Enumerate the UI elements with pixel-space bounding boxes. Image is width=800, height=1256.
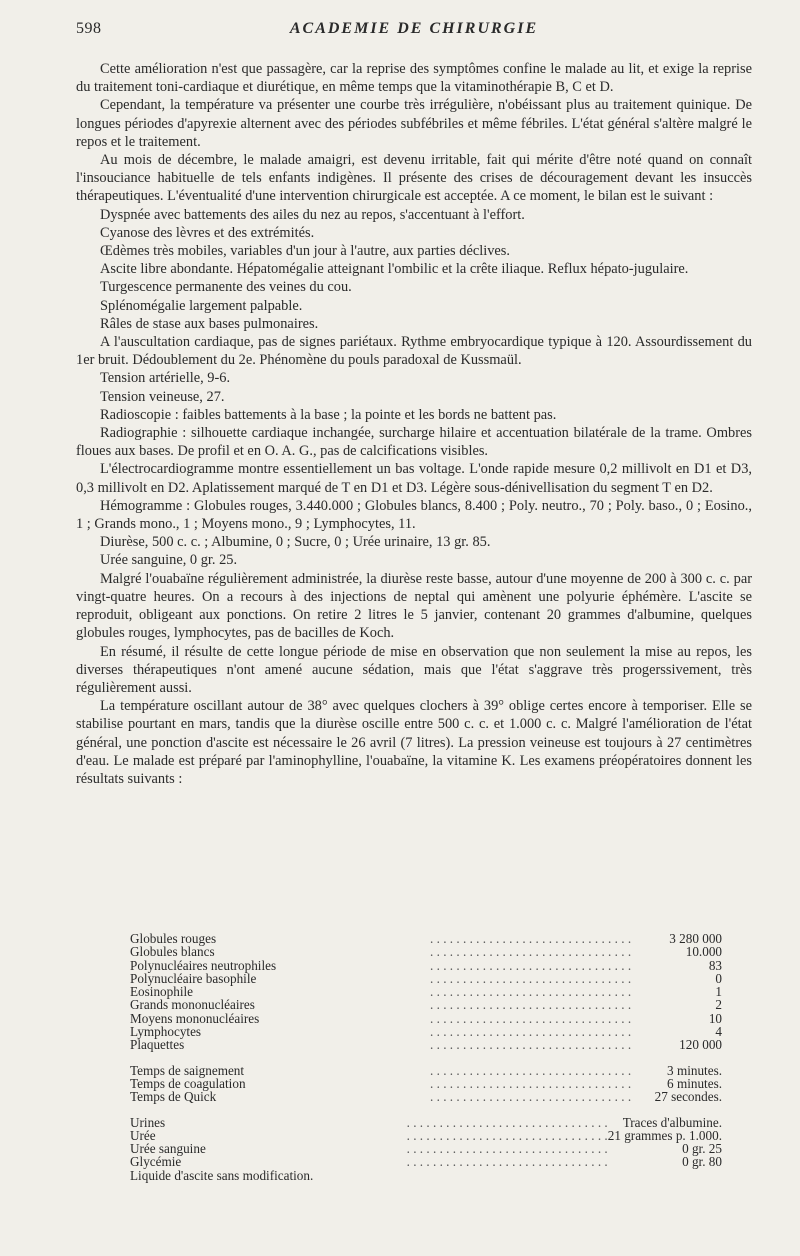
row-value: 6 minutes.	[667, 1075, 722, 1091]
table-row	[130, 1077, 722, 1090]
row-value: 83	[708, 957, 722, 973]
row-value: 0 gr. 25	[682, 1141, 722, 1157]
row-label: Urée	[130, 1127, 156, 1143]
paragraph: L'électrocardiogramme montre essentiellement un bas voltage. L'onde rapide mesure 0,2 millivolt en D1 et D3, 0,3 millivolt en D2. Aplatissement marqué de T en D1 et D3. Légère sous-dénivellisation du segment T en D2.	[76, 461, 752, 496]
paragraph: Au mois de décembre, le malade amaigri, est devenu irritable, fait qui mérite d'être noté quand on connaît l'insouciance habituelle de tels enfants indigènes. Il présente des crises de découragement devant les insuccès thérapeutiques. L'éventualité d'une intervention chirurgicale est acceptée. A ce moment, le bilan est le suivant :	[76, 152, 752, 205]
table-row	[130, 1012, 722, 1025]
dot-leader: . . . . . . . . . . . . . . . . . . . . . . . . . . . . . . .	[430, 998, 632, 1012]
dot-leader: . . . . . . . . . . . . . . . . . . . . . . . . . . . . . . .	[430, 1038, 632, 1052]
row-value: 0 gr. 80	[682, 1154, 722, 1170]
paragraph: Râles de stase aux bases pulmonaires.	[100, 315, 319, 332]
row-value: 120 000	[679, 1037, 722, 1053]
blood-count-table	[130, 932, 722, 1052]
dot-leader: . . . . . . . . . . . . . . . . . . . . . . . . . . . . . . .	[430, 958, 632, 972]
row-label: Glycémie	[130, 1154, 182, 1170]
paragraph: Cette amélioration n'est que passagère, car la reprise des symptômes confine le malade au lit, et exige la reprise du traitement toni-cardiaque et diurétique, en même temps que la vitaminothérapie B, C et D.	[76, 61, 752, 96]
table-row	[130, 1064, 722, 1077]
dot-leader: . . . . . . . . . . . . . . . . . . . . . . . . . . . . . . .	[406, 1142, 608, 1156]
dot-leader: . . . . . . . . . . . . . . . . . . . . . . . . . . . . . . .	[430, 971, 632, 986]
table-row	[130, 1038, 722, 1051]
row-label: Urée sanguine	[130, 1141, 206, 1157]
dot-leader: . . . . . . . . . . . . . . . . . . . . . . . . . . . . . . .	[430, 945, 632, 959]
paragraph: Dyspnée avec battements des ailes du nez au repos, s'accentuant à l'effort.	[100, 206, 525, 223]
row-label: Grands mononucléaires	[130, 997, 255, 1013]
row-value: 21 grammes p. 1.000.	[607, 1127, 722, 1143]
paragraph: Cyanose des lèvres et des extrémités.	[100, 224, 315, 241]
paragraph: Splénomégalie largement palpable.	[100, 297, 303, 314]
row-label: Lymphocytes	[130, 1024, 202, 1040]
paragraph: Turgescence permanente des veines du cou.	[100, 279, 352, 296]
row-value: 1	[715, 984, 722, 1000]
paragraph: Urée sanguine, 0 gr. 25.	[100, 552, 238, 569]
table-row	[130, 998, 722, 1011]
row-value: 10	[708, 1010, 722, 1026]
dot-leader: . . . . . . . . . . . . . . . . . . . . . . . . . . . . . . .	[430, 1090, 632, 1104]
results-tables	[130, 932, 722, 1182]
urine-table	[130, 1116, 722, 1169]
paragraph: Œdèmes très mobiles, variables d'un jour à l'autre, aux parties déclives.	[100, 243, 510, 260]
row-label: Temps de Quick	[130, 1089, 217, 1105]
table-row	[130, 972, 722, 985]
table-row	[130, 1090, 722, 1103]
running-title: ACADEMIE DE CHIRURGIE	[289, 20, 539, 37]
row-label: Globules rouges	[130, 931, 217, 946]
row-value: 10.000	[685, 944, 722, 960]
dot-leader: . . . . . . . . . . . . . . . . . . . . . . . . . . . . . . .	[406, 1128, 608, 1143]
paragraph: Ascite libre abondante. Hépatomégalie atteignant l'ombilic et la crête iliaque. Reflux hépato-jugulaire.	[100, 261, 689, 278]
table-row	[130, 1129, 722, 1142]
row-label: Plaquettes	[130, 1037, 185, 1053]
table-row	[130, 985, 722, 998]
row-value: Traces d'albumine.	[622, 1114, 722, 1130]
row-label: Globules blancs	[130, 944, 215, 960]
row-label: Moyens mononucléaires	[130, 1010, 260, 1026]
row-value: 2	[715, 997, 722, 1013]
dot-leader: . . . . . . . . . . . . . . . . . . . . . . . . . . . . . . .	[430, 985, 632, 999]
dot-leader: . . . . . . . . . . . . . . . . . . . . . . . . . . . . . . .	[430, 1025, 632, 1039]
paragraph: Tension artérielle, 9-6.	[100, 370, 231, 387]
table-row	[130, 959, 722, 972]
table-row	[130, 932, 722, 945]
coagulation-table	[130, 1064, 722, 1104]
table-row	[130, 945, 722, 958]
paragraph: Cependant, la température va présenter une courbe très irrégulière, n'obéissant plus au traitement quinique. De longues périodes d'apyrexie alternent avec des périodes subfébriles et même fébriles. L'état général s'altère malgré le repos et le traitement.	[76, 97, 752, 150]
row-label: Polynucléaires neutrophiles	[130, 957, 277, 973]
row-value: 3 minutes.	[667, 1062, 722, 1078]
body-text	[76, 60, 752, 788]
table-row	[130, 1116, 722, 1129]
row-label: Temps de saignement	[130, 1062, 245, 1078]
dot-leader: . . . . . . . . . . . . . . . . . . . . . . . . . . . . . . .	[406, 1115, 608, 1129]
table-row	[130, 1155, 722, 1168]
paragraph: Hémogramme : Globules rouges, 3.440.000 ; Globules blancs, 8.400 ; Poly. neutro., 70 ; Poly. baso., 0 ; Eosino., 1 ; Grands mono., 1 ; Moyens mono., 9 ; Lymphocytes, 11.	[76, 497, 752, 533]
paragraph: Malgré l'ouabaïne régulièrement administrée, la diurèse reste basse, autour d'une moyenne de 200 à 300 c. c. par vingt-quatre heures. On a recours à des injections de neptal qui amènent une polyurie éphémère. L'ascite se reproduit, obligeant aux ponctions. On retire 2 litres le 5 janvier, contenant 20 grammes d'albumine, quelques globules rouges, lymphocytes, pas de bacilles de Koch.	[76, 570, 752, 642]
dot-leader: . . . . . . . . . . . . . . . . . . . . . . . . . . . . . . .	[430, 932, 632, 946]
dot-leader: . . . . . . . . . . . . . . . . . . . . . . . . . . . . . . .	[430, 1063, 632, 1077]
paragraph: Tension veineuse, 27.	[100, 388, 225, 405]
paragraph: Diurèse, 500 c. c. ; Albumine, 0 ; Sucre, 0 ; Urée urinaire, 13 gr. 85.	[100, 534, 491, 551]
row-value: 4	[715, 1024, 722, 1040]
dot-leader: . . . . . . . . . . . . . . . . . . . . . . . . . . . . . . .	[430, 1011, 632, 1026]
page-number: 598	[76, 20, 102, 37]
row-label: Temps de coagulation	[130, 1075, 246, 1091]
paragraph: Radioscopie : faibles battements à la base ; la pointe et les bords ne battent pas.	[100, 406, 557, 423]
paragraph: La température oscillant autour de 38° avec quelques clochers à 39° oblige certes encore à temporiser. Elle se stabilise pourtant en mars, tandis que la diurèse oscille entre 500 c. c. et 1.000 c. c. Malgré l'amélioration de l'état général, une ponction d'ascite est nécessaire le 26 avril (7 litres). La pression veineuse est toujours à 27 centimètres d'eau. Le malade est préparé par l'aminophylline, l'ouabaïne, la vitamine K. Les examens préopératoires donnent les résultats suivants :	[76, 698, 752, 787]
dot-leader: . . . . . . . . . . . . . . . . . . . . . . . . . . . . . . .	[430, 1076, 632, 1091]
paragraph: A l'auscultation cardiaque, pas de signes pariétaux. Rythme embryocardique typique à 120. Assourdissement du 1er bruit. Dédoublement du 2e. Phénomène du pouls paradoxal de Kussmaül.	[76, 334, 752, 369]
paragraph: Radiographie : silhouette cardiaque inchangée, surcharge hilaire et accentuation bilatérale de la trame. Ombres floues aux bases. De profil et en O. A. G., pas de calcifications visibles.	[76, 425, 752, 460]
paragraph: En résumé, il résulte de cette longue période de mise en observation que non seulement la mise au repos, les diverses thérapeutiques n'ont amené aucune sédation, mais que l'état s'aggrave très progerssivement, très régulièrement aussi.	[76, 643, 752, 696]
row-label: Polynucléaire basophile	[130, 970, 257, 986]
ascites-line: Liquide d'ascite sans modification.	[130, 1167, 314, 1183]
table-row	[130, 1142, 722, 1155]
row-label: Eosinophile	[130, 984, 194, 1000]
row-value: 0	[715, 970, 722, 986]
dot-leader: . . . . . . . . . . . . . . . . . . . . . . . . . . . . . . .	[406, 1155, 608, 1169]
row-label: Urines	[130, 1114, 166, 1130]
row-value: 27 secondes.	[654, 1089, 722, 1105]
table-row	[130, 1025, 722, 1038]
row-value: 3 280 000	[669, 931, 722, 946]
